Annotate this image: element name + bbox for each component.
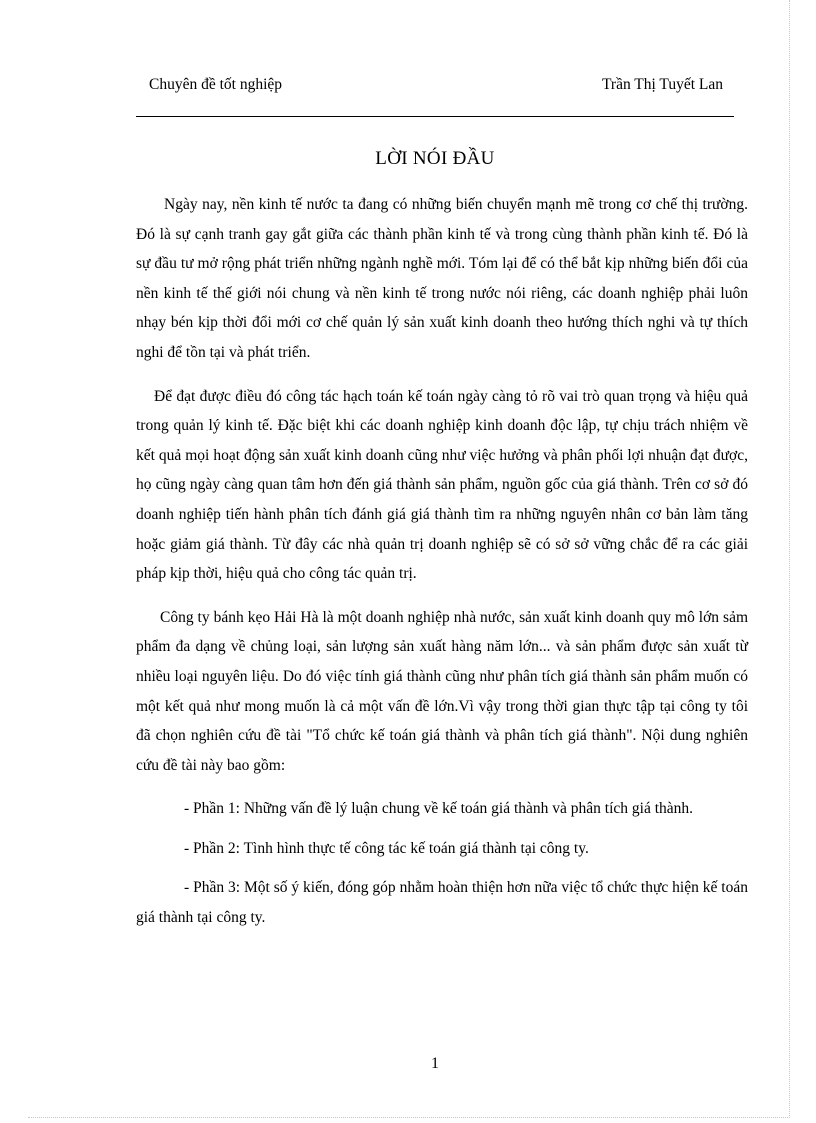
header-author: Trần Thị Tuyết Lan	[601, 76, 723, 93]
list-item: - Phần 2: Tình hình thực tế công tác kế toán giá thành tại công ty.	[184, 839, 589, 857]
paragraph: Ngày nay, nền kinh tế nước ta đang có những biến chuyển mạnh mẽ trong cơ chế thị trường. Đó là sự cạnh tranh gay gắt giữa các thành phần kinh tế và trong cùng thành phần kinh tế. Đó là sự đầu tư mở rộng phát triển những ngành nghề mới. Tóm lại để có thể bắt kịp những biến đổi của nền kinh tế thế giới nói chung và nền kinh tế trong nước nói riêng, các doanh nghiệp phải luôn nhạy bén kịp thời đổi mới cơ chế quản lý sản xuất kinh doanh theo hướng thích nghi và tự thích nghi để tồn tại và phát triển.	[136, 196, 748, 361]
page-title: LỜI NÓI ĐẦU	[375, 148, 495, 169]
header-left-title: Chuyên đề tốt nghiệp	[149, 76, 283, 93]
page-right-border	[789, 0, 790, 1118]
header-divider	[136, 116, 734, 117]
list-item: - Phần 1: Những vấn đề lý luận chung về kế toán giá thành và phân tích giá thành.	[184, 800, 694, 818]
paragraph: Để đạt được điều đó công tác hạch toán kế toán ngày càng tỏ rõ vai trò quan trọng và hiệu quả trong quản lý kinh tế. Đặc biệt khi các doanh nghiệp kinh doanh độc lập, tự chịu trách nhiệm về kết quả mọi hoạt động sản xuất kinh doanh cũng như việc hưởng và phân phối lợi nhuận đạt được, họ cũng ngày càng quan tâm hơn đến giá thành sản phẩm, nguồn gốc của giá thành. Trên cơ sở đó doanh nghiệp tiến hành phân tích đánh giá giá thành tìm ra những nguyên nhân cơ bản làm tăng hoặc giảm giá thành. Từ đây các nhà quản trị doanh nghiệp sẽ có sở sở vững chắc để ra các giải pháp kịp thời, hiệu quả cho công tác quản trị.	[136, 387, 748, 583]
body-text	[136, 190, 748, 943]
page-header	[149, 76, 723, 94]
page-number: 1	[431, 1055, 439, 1072]
page-bottom-border	[28, 1117, 788, 1118]
paragraph: Công ty bánh kẹo Hải Hà là một doanh nghiệp nhà nước, sản xuất kinh doanh quy mô lớn sảm phẩm đa dạng về chủng loại, sản lượng sản xuất hàng năm lớn... và sản phẩm được sản xuất từ nhiều loại nguyên liệu. Do đó việc tính giá thành cũng như phân tích giá thành sản phẩm muốn có một kết quả như mong muốn là cả một vấn đề lớn.Vì vậy trong thời gian thực tập tại công ty tôi đã chọn nghiên cứu đề tài "Tổ chức kế toán giá thành và phân tích giá thành". Nội dung nghiên cứu đề tài này bao gồm:	[136, 608, 748, 774]
list-item: - Phần 3: Một số ý kiến, đóng góp nhằm hoàn thiện hơn nữa việc tổ chức thực hiện kế toán giá thành tại công ty.	[136, 879, 748, 927]
